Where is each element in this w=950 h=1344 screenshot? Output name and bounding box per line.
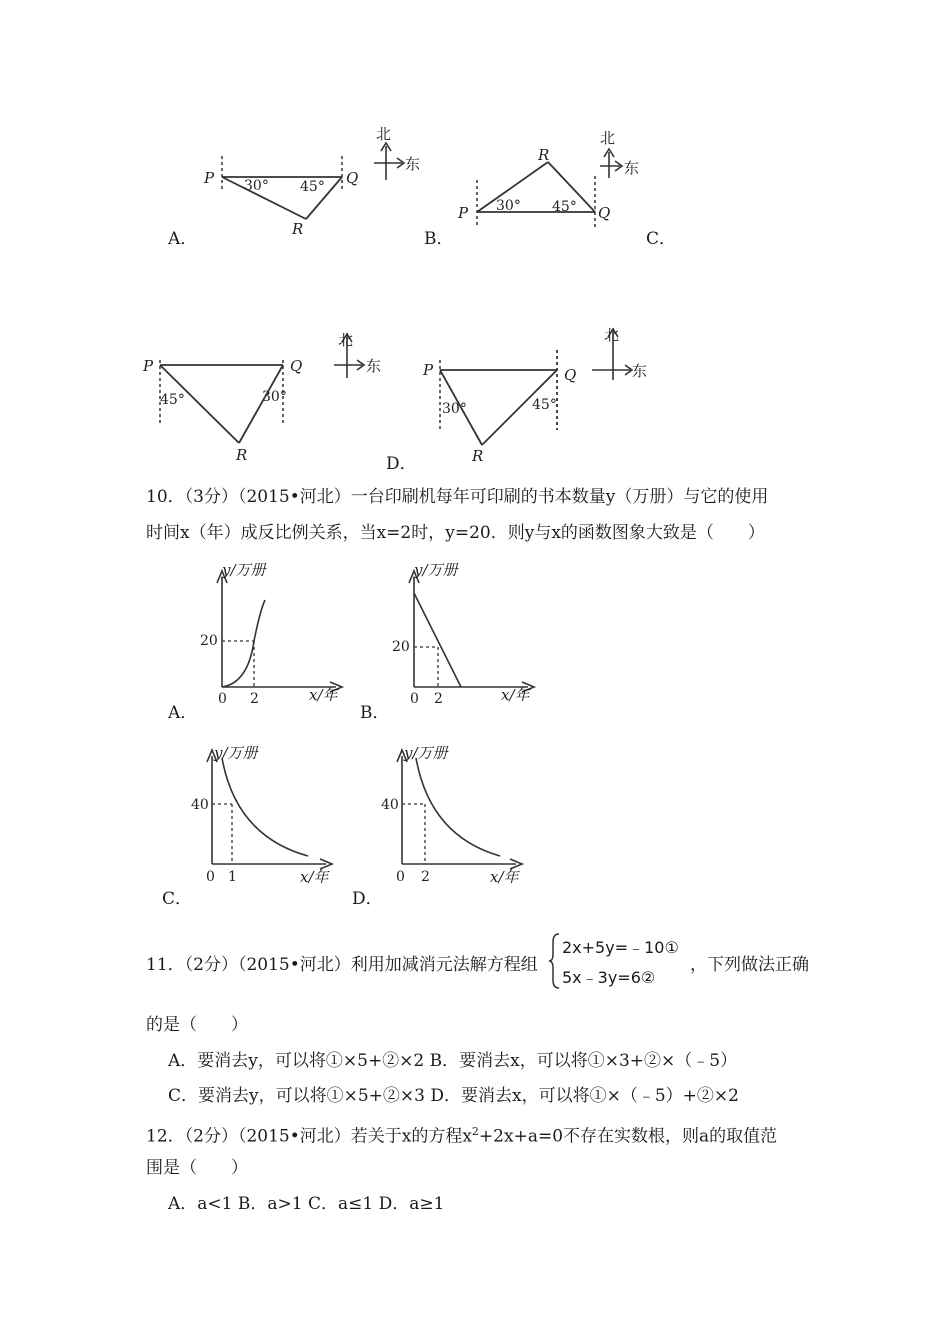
point-r: R <box>292 220 304 238</box>
x-1: 1 <box>228 869 237 885</box>
q10-graph-a <box>196 555 396 710</box>
value-20: 20 <box>392 639 410 655</box>
angle-45: 45° <box>532 397 557 413</box>
q12-stem-post: +2x+a=0不存在实数根，则a的取值范 <box>478 1126 778 1147</box>
value-40: 40 <box>381 797 399 813</box>
q10-option-c-label: C． <box>162 889 193 909</box>
origin-label: 0 <box>410 691 419 707</box>
q9-figure-a <box>190 120 430 240</box>
compass-east: 东 <box>624 159 640 177</box>
angle-30: 30° <box>442 401 467 417</box>
q12-superscript: 2 <box>471 1125 479 1138</box>
value-20: 20 <box>200 633 218 649</box>
q9-option-a-label: A． <box>168 229 198 249</box>
y-axis-label: y/万册 <box>414 561 458 579</box>
q9-figure-c <box>140 325 400 465</box>
origin-label: 0 <box>206 869 215 885</box>
angle-45: 45° <box>300 179 325 195</box>
x-axis-label: x/年 <box>501 686 530 704</box>
q12-stem-line1 <box>146 1121 777 1148</box>
point-q: Q <box>290 357 303 375</box>
compass-east: 东 <box>632 362 648 380</box>
q10-stem-line2: 时间x（年）成反比例关系，当x=2时，y=20．则y与x的函数图象大致是（ ） <box>146 523 765 543</box>
y-axis-label: y/万册 <box>404 744 448 762</box>
q11-stem-suffix: ，下列做法正确 <box>690 955 809 975</box>
q11-stem-prefix: 11．（2分）（2015•河北）利用加减消元法解方程组 <box>146 955 538 975</box>
q10-option-a-label: A． <box>168 703 198 723</box>
point-r: R <box>472 447 484 465</box>
point-p: P <box>204 169 215 187</box>
q9-option-d-label: D． <box>386 454 417 474</box>
q11-options-row2: C．要消去y，可以将①×5+②×3 D．要消去x，可以将①×（﹣5）+②×2 <box>168 1086 739 1106</box>
origin-label: 0 <box>396 869 405 885</box>
x-axis-label: x/年 <box>300 868 329 886</box>
y-axis-label: y/万册 <box>214 744 258 762</box>
point-r: R <box>236 446 248 464</box>
x-axis-label: x/年 <box>490 868 519 886</box>
point-p: P <box>143 357 154 375</box>
q11-stem-line2: 的是（ ） <box>146 1015 248 1035</box>
point-q: Q <box>346 169 359 187</box>
compass-north: 北 <box>604 326 620 344</box>
q10-option-b-label: B． <box>360 703 390 723</box>
q10-stem-line1: 10．（3分）（2015•河北）一台印刷机每年可印刷的书本数量y（万册）与它的使用 <box>146 487 769 507</box>
point-r: R <box>538 146 550 164</box>
compass-north: 北 <box>338 331 354 349</box>
y-axis-label: y/万册 <box>222 561 266 579</box>
origin-label: 0 <box>218 691 227 707</box>
q9-option-c-label: C． <box>646 229 677 249</box>
angle-45: 45° <box>160 392 185 408</box>
q10-graph-d <box>380 740 580 890</box>
x-2: 2 <box>421 869 430 885</box>
compass-east: 东 <box>366 357 382 375</box>
equation-2: 5x﹣3y=6② <box>562 968 656 987</box>
q9-option-b-label: B． <box>424 229 454 249</box>
brace-icon <box>548 932 562 990</box>
angle-30: 30° <box>496 198 521 214</box>
q12-stem-line2: 围是（ ） <box>146 1158 248 1178</box>
x-axis-label: x/年 <box>309 686 338 704</box>
point-q: Q <box>598 204 611 222</box>
compass-north: 北 <box>600 129 616 147</box>
q11-options-row1: A．要消去y，可以将①×5+②×2 B．要消去x，可以将①×3+②×（﹣5） <box>168 1051 738 1071</box>
q10-graph-c <box>190 740 390 890</box>
equation-system <box>548 932 688 990</box>
q12-stem-pre: 12．（2分）（2015•河北）若关于x的方程x <box>146 1126 472 1147</box>
x-2: 2 <box>250 691 259 707</box>
angle-30: 30° <box>262 389 287 405</box>
compass-north: 北 <box>376 125 392 143</box>
angle-45: 45° <box>552 199 577 215</box>
equation-1: 2x+5y=﹣10① <box>562 938 679 957</box>
q9-figure-b <box>450 120 650 240</box>
angle-30: 30° <box>244 178 269 194</box>
q12-options: A．a<1 B．a>1 C．a≤1 D．a≥1 <box>168 1194 445 1214</box>
compass-east: 东 <box>405 155 421 173</box>
point-q: Q <box>564 366 577 384</box>
q9-figure-d <box>420 320 670 465</box>
point-p: P <box>458 204 469 222</box>
x-2: 2 <box>434 691 443 707</box>
point-p: P <box>423 361 434 379</box>
q10-option-d-label: D． <box>352 889 383 909</box>
q10-graph-b <box>388 555 588 710</box>
value-40: 40 <box>191 797 209 813</box>
